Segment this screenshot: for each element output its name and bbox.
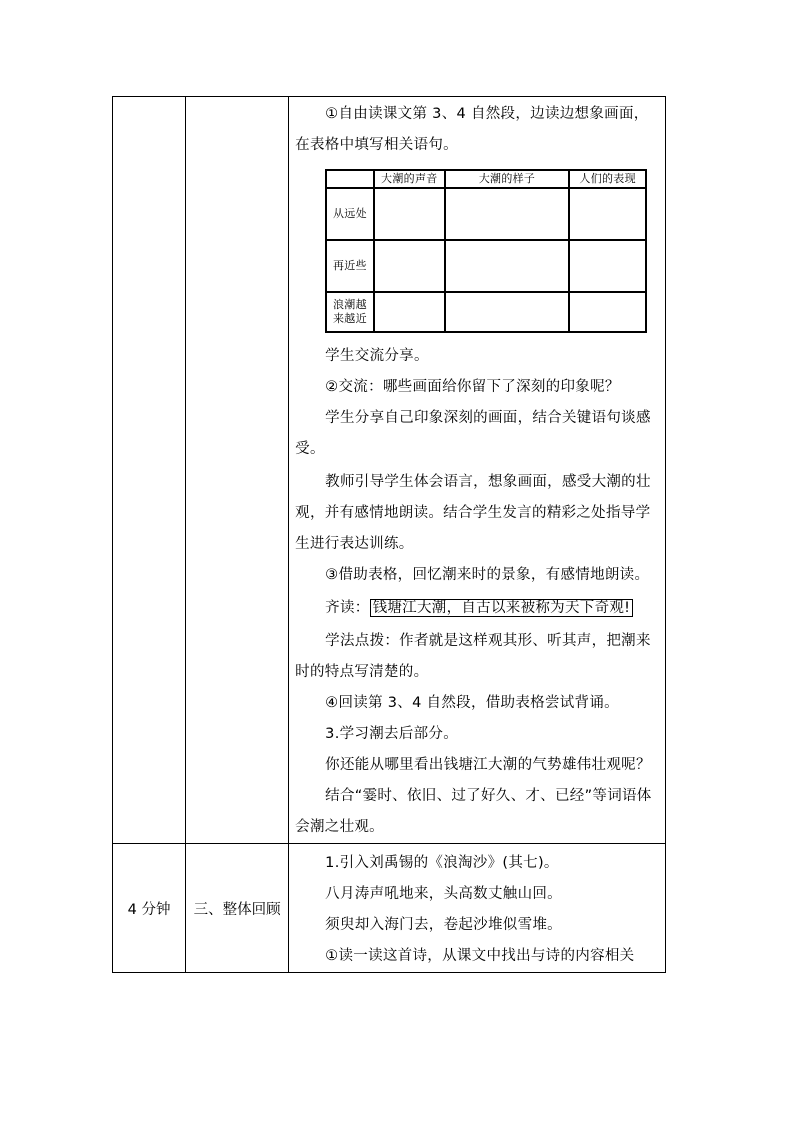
tide-table-row: [326, 292, 646, 332]
tide-row-label: 再近些: [326, 240, 374, 292]
time-cell: [113, 844, 186, 973]
content-line: ③借助表格，回忆潮来时的景象，有感情地朗读。: [325, 567, 650, 583]
content-line: 3.学习潮去后部分。: [325, 726, 459, 742]
content-line: 教师引导学生体会语言，想象画面，感受大潮的壮观，并有感情地朗读。结合学生发言的精彩之处指导学生进行表达训练。: [295, 474, 651, 552]
tide-cell-empty: [569, 188, 646, 240]
poem-line: 八月涛声吼地来，头高数丈触山回。: [325, 886, 562, 902]
content-line: ②交流：哪些画面给你留下了深刻的印象呢？: [325, 379, 620, 395]
tide-row-label: 浪潮越来越近: [326, 292, 374, 332]
section-title: 三、整体回顾: [193, 901, 281, 918]
choral-reading-line: [295, 593, 661, 624]
content-line: 学生分享自己印象深刻的画面，结合关键语句谈感受。: [295, 410, 651, 457]
content-line: 学法点拨：作者就是这样观其形、听其声，把潮来时的特点写清楚的。: [295, 633, 651, 680]
tide-table-corner: [326, 170, 374, 188]
tide-cell-empty: [445, 292, 569, 332]
tide-header-people: 人们的表现: [569, 170, 646, 188]
teaching-row-2: [113, 844, 666, 973]
choral-reading-boxed-text: 钱塘江大潮，自古以来被称为天下奇观!: [370, 599, 634, 617]
tide-row-label: 从远处: [326, 188, 374, 240]
tide-header-shape: 大潮的样子: [445, 170, 569, 188]
tide-table-header-row: [326, 170, 646, 188]
content-line: ④回读第 3、4 自然段，借助表格尝试背诵。: [325, 695, 619, 711]
tide-cell-empty: [445, 188, 569, 240]
tide-table-row: [326, 188, 646, 240]
tide-cell-empty: [374, 188, 445, 240]
poem-line: 须臾却入海门去，卷起沙堆似雪堆。: [325, 917, 562, 933]
tide-cell-empty: [569, 292, 646, 332]
time-cell: [113, 97, 186, 844]
content-cell: [289, 844, 666, 973]
content-line: 你还能从哪里看出钱塘江大潮的气势雄伟壮观呢？: [325, 757, 651, 773]
content-line: 1.引入刘禹锡的《浪淘沙》(其七)。: [325, 855, 559, 871]
content-block: [289, 844, 665, 972]
instruction-line: ①自由读课文第 3、4 自然段，边读边想象画面，在表格中填写相关语句。: [295, 106, 649, 153]
tide-cell-empty: [445, 240, 569, 292]
tide-cell-empty: [374, 292, 445, 332]
content-line: 结合“霎时、依旧、过了好久、才、已经”等词语体会潮之壮观。: [295, 788, 652, 835]
choral-reading-label: 齐读：: [325, 600, 370, 616]
lesson-plan-table: [112, 96, 666, 973]
tide-table-row: [326, 240, 646, 292]
tide-cell-empty: [569, 240, 646, 292]
tide-observation-table: [325, 169, 647, 333]
time-text: 4 分钟: [127, 901, 171, 918]
teaching-row-1: [113, 97, 666, 844]
section-cell: [186, 97, 289, 844]
content-block: [289, 97, 665, 843]
content-line: 学生交流分享。: [325, 348, 429, 364]
content-line: ①读一读这首诗，从课文中找出与诗的内容相关: [325, 948, 635, 964]
tide-cell-empty: [374, 240, 445, 292]
tide-header-sound: 大潮的声音: [374, 170, 445, 188]
section-cell: [186, 844, 289, 973]
content-cell: [289, 97, 666, 844]
